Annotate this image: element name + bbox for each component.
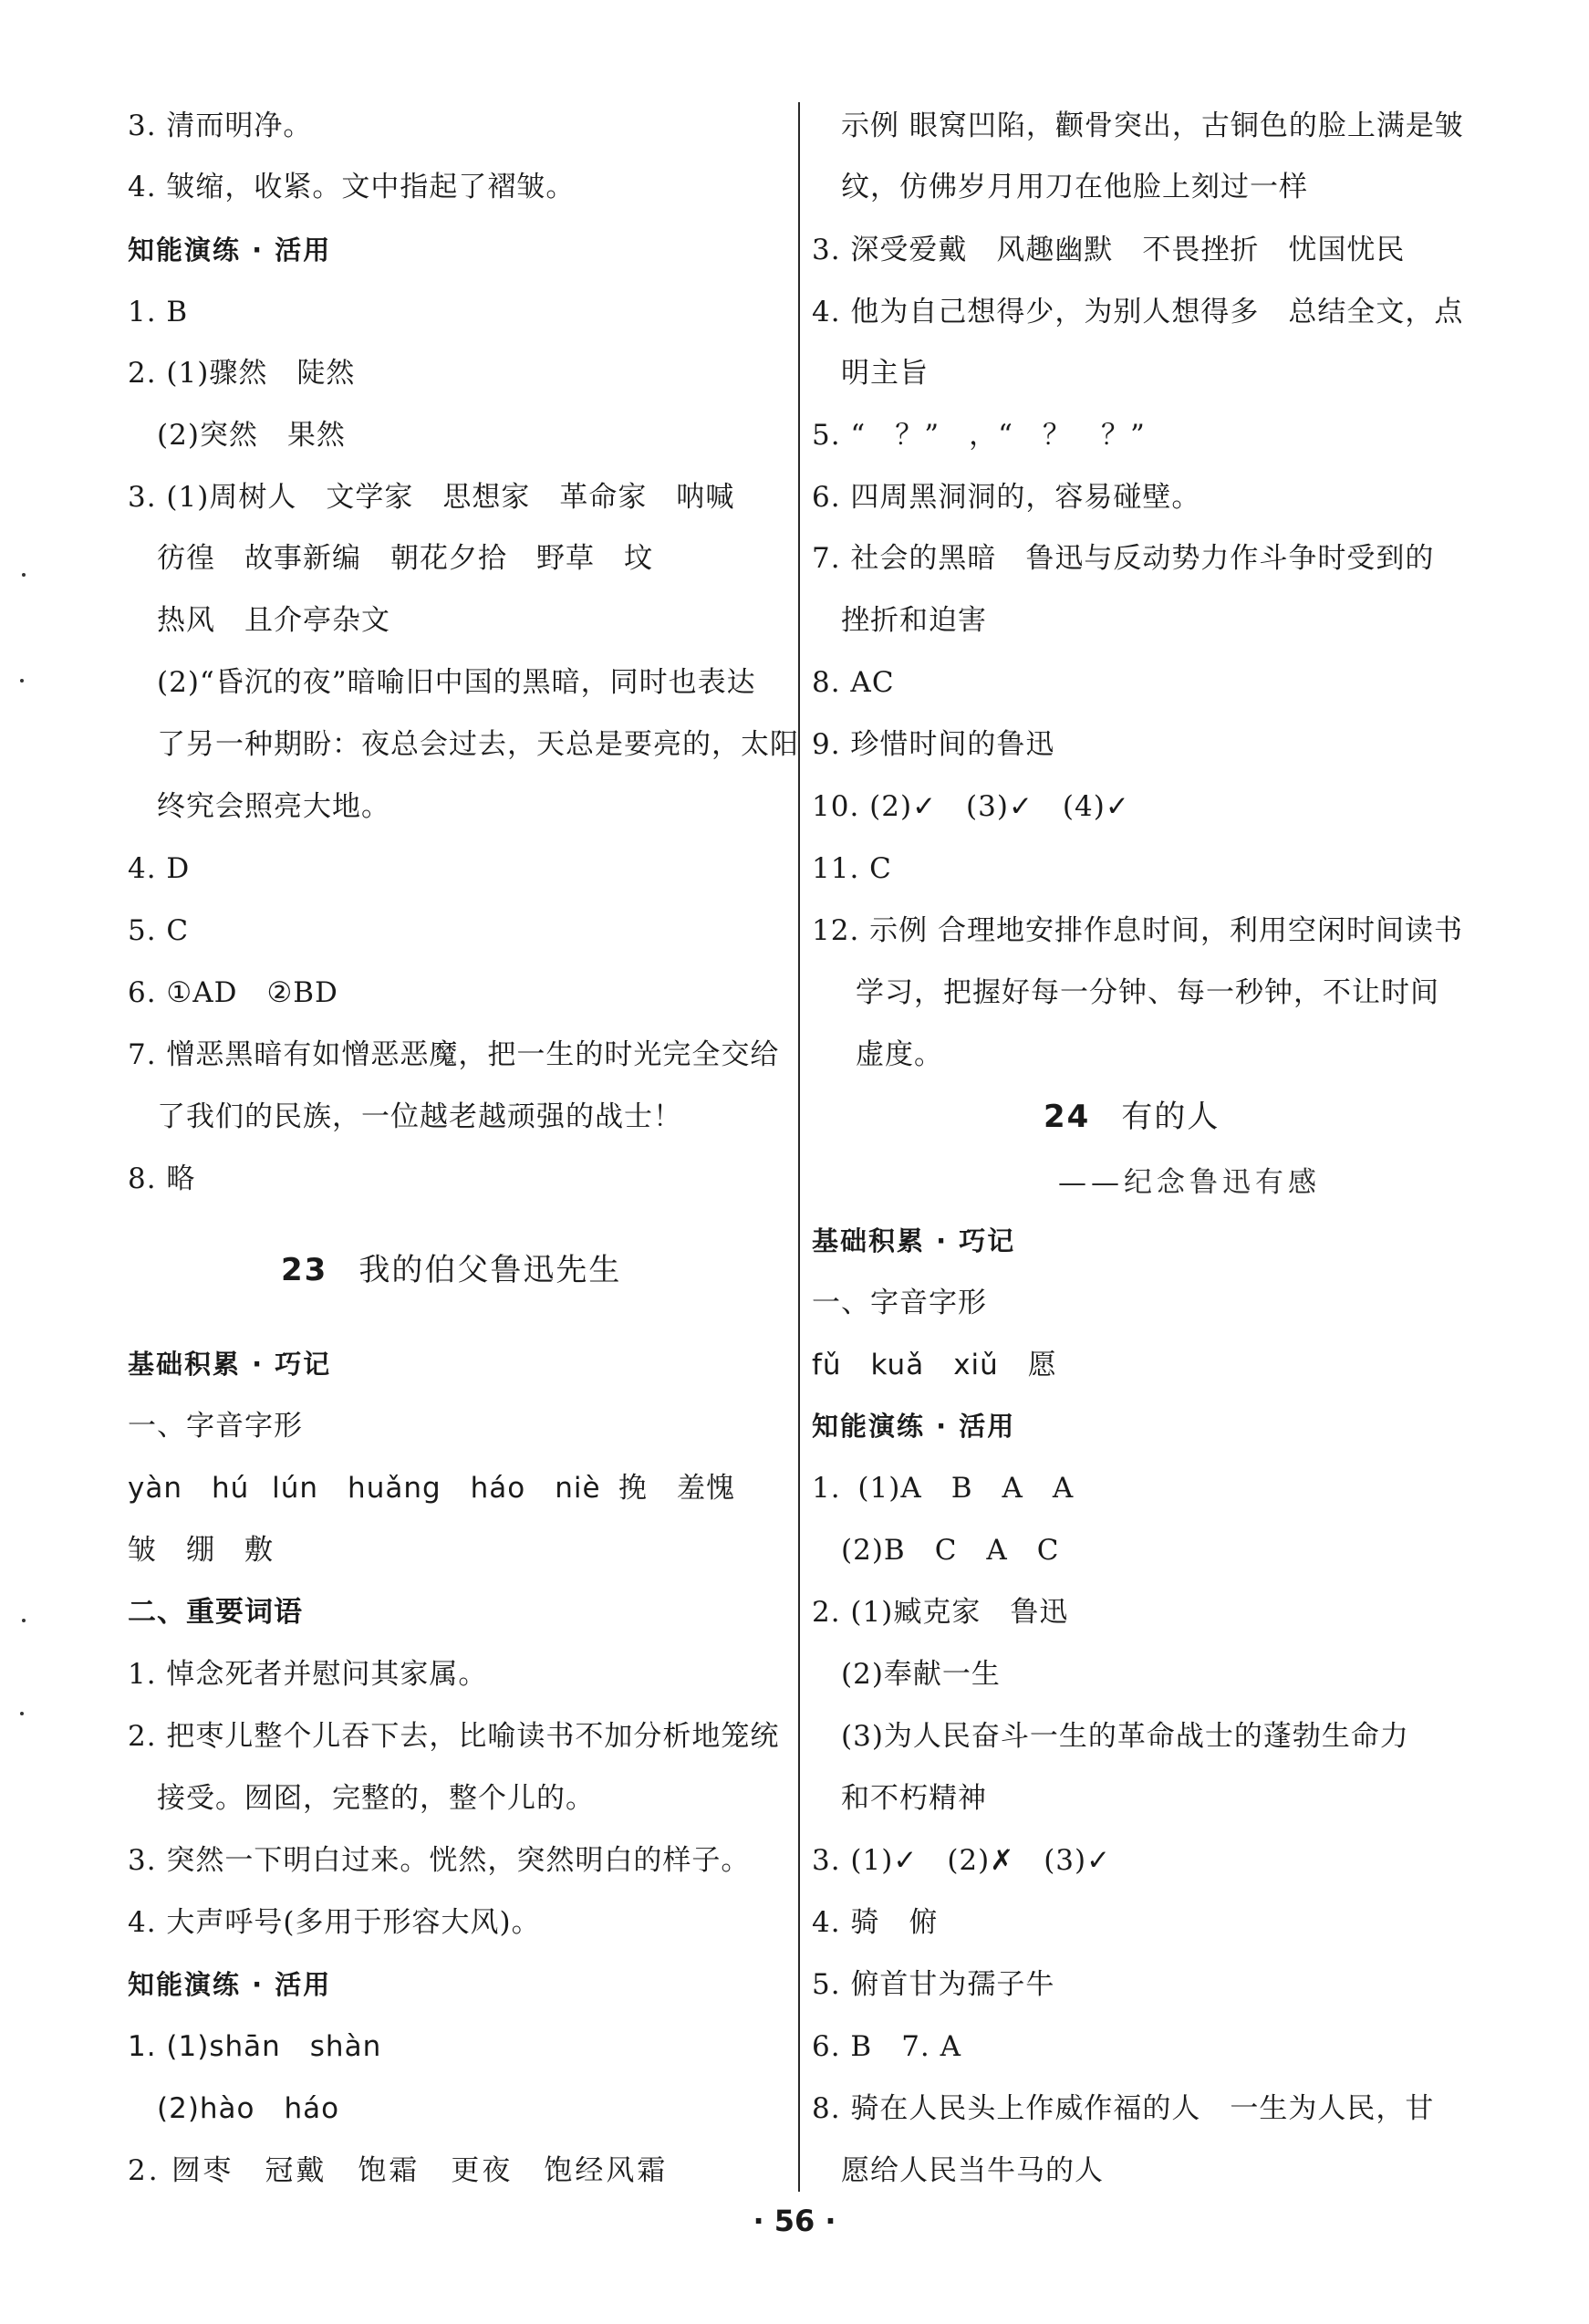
answer-line: 12. 示例 合理地安排作息时间，利用空闲时间读书	[812, 914, 1464, 947]
lesson-number: 23	[281, 1252, 328, 1288]
answer-line: (2)hào háo	[157, 2092, 340, 2125]
answer-line: 11. C	[812, 852, 892, 885]
answer-line: 8. 略	[128, 1162, 196, 1195]
answer-line: 5. 俯首甘为孺子牛	[812, 1968, 1055, 2001]
lesson-number: 24	[1044, 1099, 1091, 1135]
lesson-name: 有的人	[1121, 1099, 1220, 1135]
answer-line: 和不朽精神	[841, 1782, 987, 1815]
section-heading: 基础积累 · 巧记	[812, 1225, 1016, 1256]
answer-line: 5. “ ？” ，“ ？ ？”	[812, 419, 1146, 452]
scan-speck	[22, 573, 26, 577]
answer-line: 3. (1)周树人 文学家 思想家 革命家 呐喊	[128, 481, 735, 514]
answer-line: 纹，仿佛岁月用刀在他脸上刻过一样	[841, 171, 1308, 203]
answer-line: (3)为人民奋斗一生的革命战士的蓬勃生命力	[841, 1720, 1409, 1753]
answer-line: 接受。囫囵，完整的，整个儿的。	[157, 1782, 595, 1815]
section-heading: 基础积累 · 巧记	[128, 1349, 332, 1380]
answer-line: 示例 眼窝凹陷，颧骨突出，古铜色的脸上满是皱	[841, 109, 1464, 142]
scan-speck	[20, 679, 24, 683]
answer-line: 4. 大声呼号(多用于形容大风)。	[128, 1906, 541, 1939]
answer-line: 8. 骑在人民头上作威作福的人 一生为人民，甘	[812, 2092, 1435, 2125]
answer-line: 1. (1)shān shàn	[128, 2030, 382, 2063]
answer-line: 1. (1)A B A A	[812, 1472, 1075, 1505]
answer-line: 1. B	[128, 296, 189, 328]
scan-speck	[22, 1619, 26, 1622]
answer-line: 10. (2)✓ (3)✓ (4)✓	[812, 790, 1130, 823]
answer-line: 9. 珍惜时间的鲁迅	[812, 728, 1055, 761]
answer-line: 热风 且介亭杂文	[157, 604, 390, 637]
answer-line: (2)奉献一生	[841, 1658, 1001, 1691]
pinyin-line: fǔ kuǎ xiǔ 愿	[812, 1349, 1057, 1381]
answer-line: 愿给人民当牛马的人	[841, 2154, 1104, 2187]
page-number: · 56 ·	[753, 2204, 836, 2238]
answer-line: 虚度。	[856, 1038, 943, 1071]
answer-line: 7. 社会的黑暗 鲁迅与反动势力作斗争时受到的	[812, 542, 1435, 575]
answer-line: 挫折和迫害	[841, 604, 987, 637]
lesson-name: 我的伯父鲁迅先生	[358, 1252, 622, 1288]
column-divider	[798, 102, 800, 2192]
answer-line: 1. 悼念死者并慰问其家属。	[128, 1658, 488, 1691]
answer-line: 6. 四周黑洞洞的，容易碰壁。	[812, 481, 1201, 514]
answer-line: 3. 深受爱戴 风趣幽默 不畏挫折 忧国忧民	[812, 234, 1406, 266]
answer-line: 5. C	[128, 914, 190, 947]
lesson-subtitle: ——纪念鲁迅有感	[1058, 1166, 1321, 1199]
answer-line: 8. AC	[812, 666, 895, 699]
answer-line: (2)突然 果然	[157, 419, 346, 452]
answer-line: 4. 骑 俯	[812, 1906, 939, 1939]
answer-line: 4. 皱缩，收紧。文中指起了褶皱。	[128, 171, 576, 203]
answer-line: 6. B 7. A	[812, 2030, 962, 2063]
answer-line: 彷徨 故事新编 朝花夕拾 野草 坟	[157, 542, 653, 575]
answer-line: 2. 囫枣 冠戴 饱霜 更夜 饱经风霜	[128, 2154, 669, 2187]
answer-line: 2. 把枣儿整个儿吞下去，比喻读书不加分析地笼统	[128, 1720, 780, 1753]
answer-line: 4. D	[128, 852, 191, 885]
answer-line: 皱 绷 敷	[128, 1534, 274, 1567]
answer-line: 7. 憎恶黑暗有如憎恶恶魔，把一生的时光完全交给	[128, 1038, 780, 1071]
answer-line: 挽 羞愧	[618, 1472, 735, 1505]
answer-line: 终究会照亮大地。	[157, 790, 390, 823]
subsection-heading: 一、字音字形	[128, 1410, 303, 1443]
answer-line: 了另一种期盼：夜总会过去，天总是要亮的，太阳	[157, 728, 799, 761]
subsection-heading: 一、字音字形	[812, 1287, 987, 1319]
answer-line: 2. (1)臧克家 鲁迅	[812, 1596, 1069, 1629]
section-heading: 知能演练 · 活用	[128, 234, 332, 266]
pinyin-line: yàn hú lún huǎng háo niè	[128, 1472, 601, 1505]
answer-line: 4. 他为自己想得少，为别人想得多 总结全文，点	[812, 296, 1464, 328]
answer-line: 明主旨	[841, 357, 929, 390]
subsection-heading: 二、重要词语	[128, 1596, 303, 1629]
section-heading: 知能演练 · 活用	[812, 1411, 1016, 1442]
answer-line: 3. 清而明净。	[128, 109, 313, 142]
lesson-title-24	[1044, 1097, 1220, 1137]
answer-line: 3. (1)✓ (2)✗ (3)✓	[812, 1844, 1112, 1877]
answer-line: (2)B C A C	[841, 1534, 1060, 1567]
section-heading: 知能演练 · 活用	[128, 1969, 332, 2000]
answer-line: 学习，把握好每一分钟、每一秒钟，不让时间	[856, 976, 1439, 1009]
answer-line: 3. 突然一下明白过来。恍然，突然明白的样子。	[128, 1844, 751, 1877]
answer-line: 2. (1)骤然 陡然	[128, 357, 356, 390]
scan-speck	[20, 1712, 24, 1715]
answer-line: 6. ①AD ②BD	[128, 976, 338, 1009]
lesson-title-23	[281, 1250, 621, 1290]
answer-line: 了我们的民族，一位越老越顽强的战士！	[157, 1100, 682, 1133]
answer-line: (2)“昏沉的夜”暗喻旧中国的黑暗，同时也表达	[157, 666, 756, 699]
